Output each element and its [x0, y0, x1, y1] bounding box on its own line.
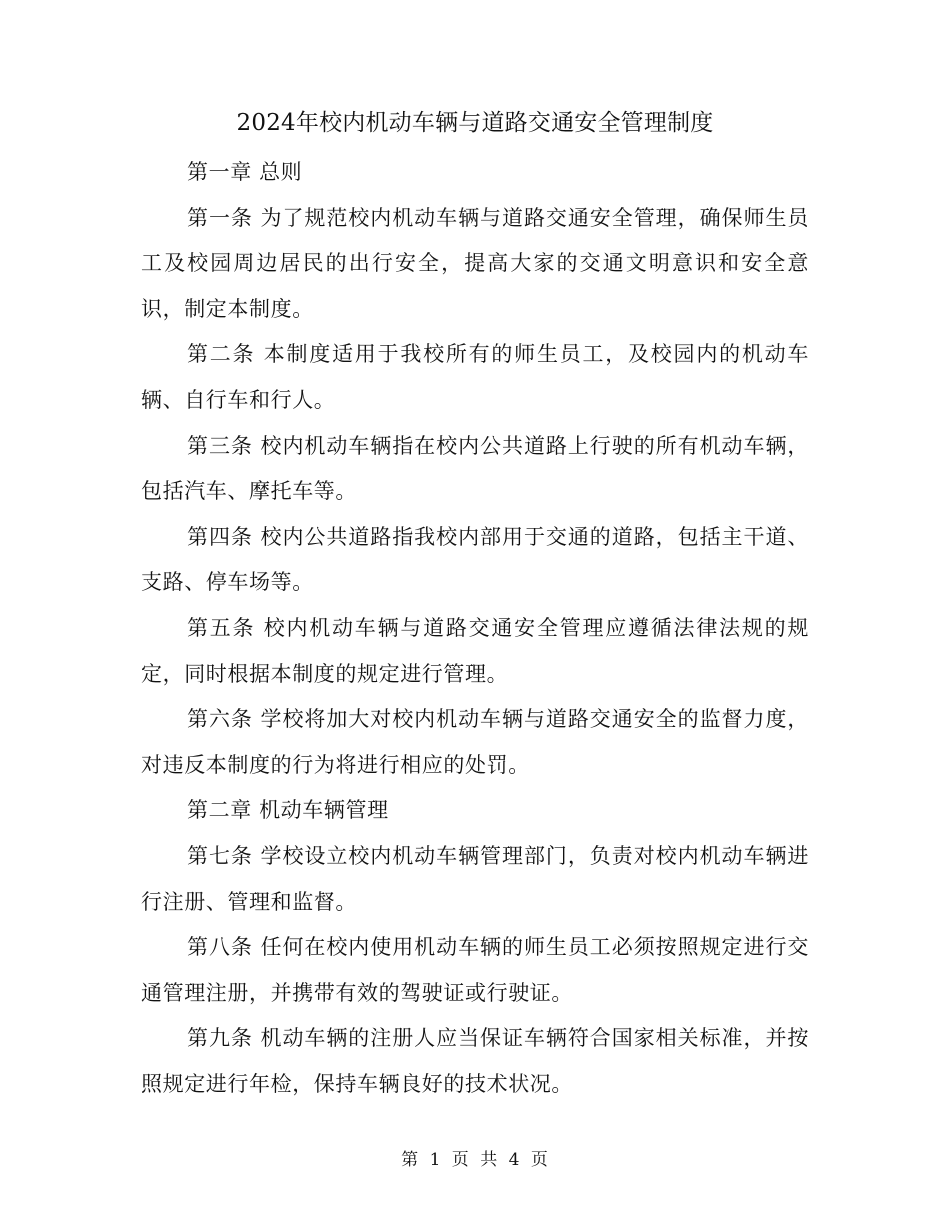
- article-1: 第一条 为了规范校内机动车辆与道路交通安全管理，确保师生员工及校园周边居民的出行安全，提高大家的交通文明意识和安全意识，制定本制度。: [141, 205, 809, 321]
- article-7: 第七条 学校设立校内机动车辆管理部门，负责对校内机动车辆进行注册、管理和监督。: [141, 843, 809, 914]
- article-4: 第四条 校内公共道路指我校内部用于交通的道路，包括主干道、支路、停车场等。: [141, 524, 809, 595]
- article-6: 第六条 学校将加大对校内机动车辆与道路交通安全的监督力度，对违反本制度的行为将进行相应的处罚。: [141, 707, 809, 777]
- document-body: [141, 150, 809, 1107]
- article-9: 第九条 机动车辆的注册人应当保证车辆符合国家相关标准，并按照规定进行年检，保持车辆良好的技术状况。: [141, 1026, 809, 1096]
- article-2: 第二条 本制度适用于我校所有的师生员工，及校园内的机动车辆、自行车和行人。: [141, 342, 809, 412]
- chapter-heading-1: 第一章 总则: [187, 160, 303, 184]
- chapter-heading-2: 第二章 机动车辆管理: [187, 798, 389, 823]
- article-8: 第八条 任何在校内使用机动车辆的师生员工必须按照规定进行交通管理注册，并携带有效的驾驶证或行驶证。: [141, 935, 809, 1005]
- document-title: 2024年校内机动车辆与道路交通安全管理制度: [236, 110, 714, 136]
- article-5: 第五条 校内机动车辆与道路交通安全管理应遵循法律法规的规定，同时根据本制度的规定进行管理。: [141, 615, 809, 686]
- article-3: 第三条 校内机动车辆指在校内公共道路上行驶的所有机动车辆，包括汽车、摩托车等。: [141, 433, 809, 504]
- page-number-footer: 第 1 页 共 4 页: [401, 1150, 549, 1170]
